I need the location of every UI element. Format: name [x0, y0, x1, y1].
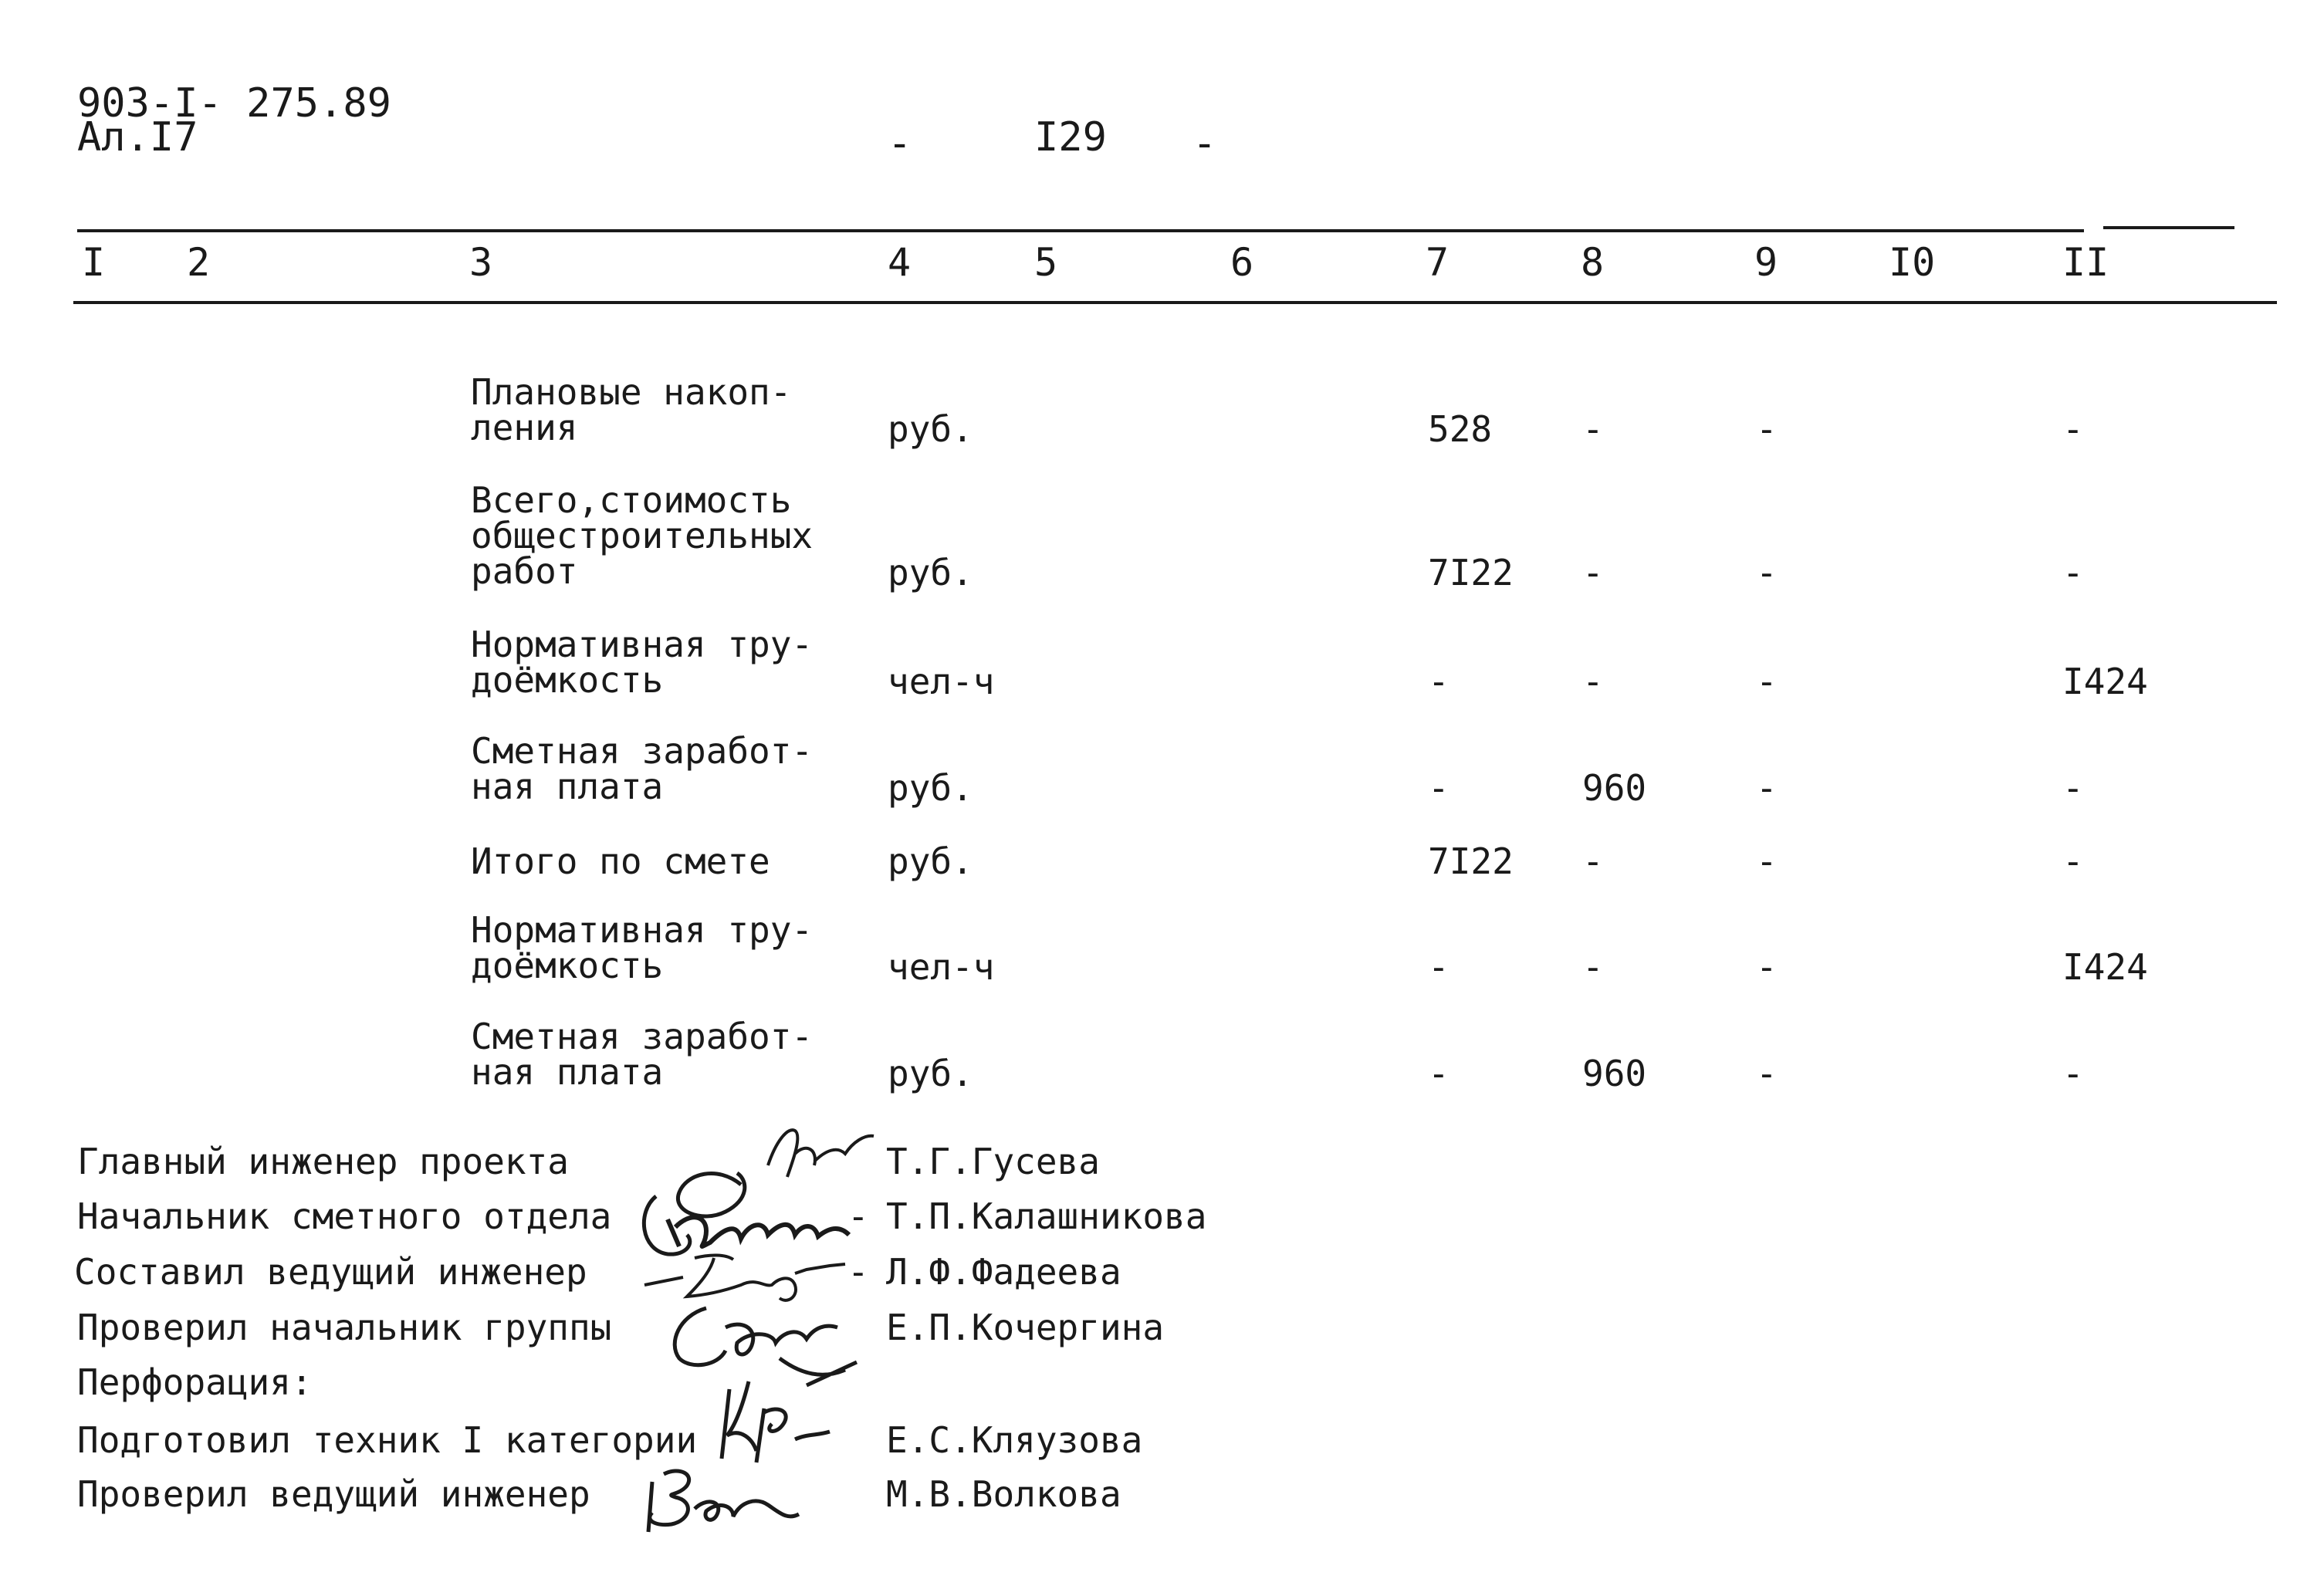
- handwritten-signature: [633, 1459, 810, 1544]
- row-value-col8: -: [1582, 661, 1604, 702]
- page-number-dash-left: -: [888, 120, 912, 167]
- table-header-rule: [73, 301, 2277, 304]
- row-value-col11: -: [2062, 1053, 2084, 1094]
- row-value-col7: 7I22: [1428, 840, 1514, 882]
- row-name: Сметная заработ- ная плата: [471, 1016, 814, 1093]
- row-value-col8: -: [1582, 840, 1604, 882]
- row-value-col7: -: [1428, 1053, 1450, 1094]
- signatory-role: Начальник сметного отдела: [77, 1195, 612, 1237]
- row-unit: руб.: [888, 408, 973, 450]
- signatory-name: Т.П.Калашникова: [886, 1195, 1207, 1237]
- row-value-col9: -: [1756, 1053, 1778, 1094]
- column-header: 5: [1034, 240, 1058, 285]
- row-name: Сметная заработ- ная плата: [471, 730, 814, 807]
- signatory-name: Т.Г.Гусева: [886, 1141, 1100, 1182]
- row-value-col11: I424: [2062, 661, 2148, 702]
- row-unit: руб.: [888, 767, 973, 809]
- section-label: Перфорация:: [77, 1361, 313, 1403]
- column-header: 6: [1230, 240, 1254, 285]
- row-value-col9: -: [1756, 840, 1778, 882]
- signatory-name: Л.Ф.Фадеева: [886, 1251, 1121, 1293]
- row-value-col7: -: [1428, 767, 1450, 809]
- row-value-col8: -: [1582, 408, 1604, 450]
- signatory-role: Проверил начальник группы: [77, 1307, 612, 1348]
- row-unit: чел-ч: [888, 661, 995, 702]
- row-name: Нормативная тру- доёмкость: [471, 624, 814, 701]
- handwritten-signature: [718, 1374, 841, 1466]
- page-number: I29: [1034, 114, 1107, 161]
- row-value-col8: 960: [1582, 767, 1647, 809]
- signatory-role: Главный инженер проекта: [77, 1141, 569, 1182]
- signature-dash: -: [847, 1195, 869, 1237]
- row-value-col7: -: [1428, 946, 1450, 988]
- column-header: 4: [888, 240, 912, 285]
- row-name: Всего,стоимость общестроительных работ: [471, 479, 814, 592]
- column-header: 8: [1581, 240, 1605, 285]
- row-value-col9: -: [1756, 552, 1778, 593]
- signatory-name: М.В.Волкова: [886, 1473, 1121, 1515]
- row-value-col9: -: [1756, 767, 1778, 809]
- row-value-col11: -: [2062, 408, 2084, 450]
- column-header: 2: [187, 240, 211, 285]
- row-unit: руб.: [888, 552, 973, 593]
- signatory-role: Составил ведущий инженер: [74, 1251, 587, 1293]
- column-header: I0: [1889, 240, 1936, 285]
- column-header: 3: [469, 240, 493, 285]
- row-unit: руб.: [888, 1053, 973, 1094]
- row-value-col8: -: [1582, 552, 1604, 593]
- row-value-col9: -: [1756, 408, 1778, 450]
- table-top-rule-right: [2103, 226, 2234, 229]
- row-unit: руб.: [888, 840, 973, 882]
- row-unit: чел-ч: [888, 946, 995, 988]
- signatory-name: Е.С.Кляузова: [886, 1419, 1143, 1461]
- column-header: II: [2062, 240, 2109, 285]
- table-top-rule: [77, 229, 2084, 232]
- column-header: I: [82, 240, 106, 285]
- row-value-col7: 7I22: [1428, 552, 1514, 593]
- row-value-col11: I424: [2062, 946, 2148, 988]
- row-name: Итого по смете: [471, 840, 770, 882]
- signatory-role: Проверил ведущий инженер: [77, 1473, 590, 1515]
- row-value-col11: -: [2062, 552, 2084, 593]
- row-value-col8: -: [1582, 946, 1604, 988]
- row-value-col7: -: [1428, 661, 1450, 702]
- column-header: 7: [1426, 240, 1450, 285]
- row-value-col9: -: [1756, 661, 1778, 702]
- album-number: Ал.I7: [77, 114, 198, 161]
- row-value-col9: -: [1756, 946, 1778, 988]
- signatory-role: Подготовил техник I категории: [77, 1419, 698, 1461]
- signatory-name: Е.П.Кочергина: [886, 1307, 1165, 1348]
- row-value-col7: 528: [1428, 408, 1493, 450]
- signature-dash: -: [847, 1251, 869, 1293]
- page-number-dash-right: -: [1192, 120, 1217, 167]
- row-value-col8: 960: [1582, 1053, 1647, 1094]
- column-header: 9: [1754, 240, 1778, 285]
- row-value-col11: -: [2062, 840, 2084, 882]
- document-code: 903-I- 275.89: [77, 80, 391, 127]
- row-name: Плановые накоп- ления: [471, 371, 792, 448]
- row-name: Нормативная тру- доёмкость: [471, 909, 814, 986]
- row-value-col11: -: [2062, 767, 2084, 809]
